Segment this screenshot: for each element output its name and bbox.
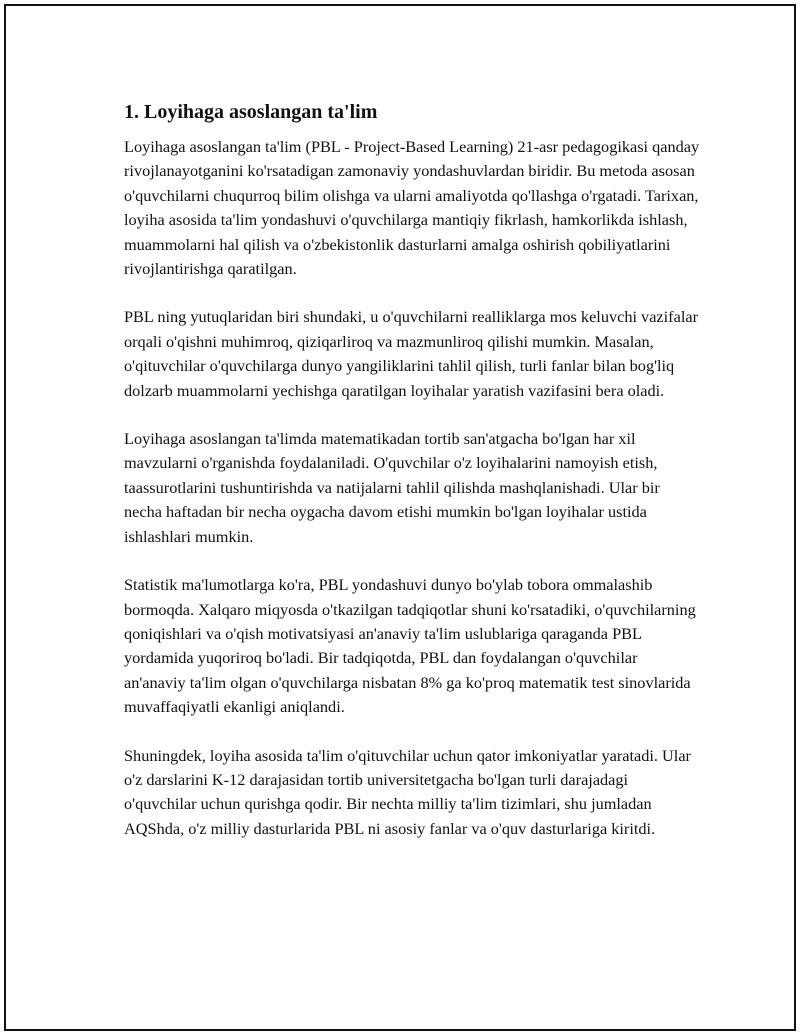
section-heading: 1. Loyihaga asoslangan ta'lim [124, 101, 378, 123]
page-frame [4, 4, 796, 1031]
paragraph-intro: Loyihaga asoslangan ta'lim (PBL - Project-Based Learning) 21-asr pedagogikasi qanday rivojlanayotganini ko'rsatadigan zamonaviy yondashuvlardan biridir. Bu metoda asosan o'quvchilarni chuqurroq bilim olishga va ularni amaliyotda qo'llashga o'rgatadi. Tarixan, loyiha asosida ta'lim yondashuvi o'quvchilarga mantiqiy fikrlash, hamkorlikda ishlash, muammolarni hal qilish va o'zbekistonlik dasturlarni amalga oshirish qobiliyatlarini rivojlantirishga qaratilgan. [124, 137, 700, 279]
paragraph-opportunities: Shuningdek, loyiha asosida ta'lim o'qituvchilar uchun qator imkoniyatlar yaratadi. Ular o'z darslarini K-12 darajasidan tortib universitetgacha bo'lgan turli darajadagi o'quvchilar uchun qurishga qodir. Bir nechta milliy ta'lim tizimlari, shu jumladan AQShda, o'z milliy dasturlarida PBL ni asosiy fanlar va o'quv dasturlariga kiritdi. [124, 745, 691, 838]
paragraph-subjects: Loyihaga asoslangan ta'limda matematikadan tortib san'atgacha bo'lgan har xil mavzularni o'rganishda foydalaniladi. O'quvchilar o'z loyihalarini namoyish etish, taassurotlarini tushuntirishda va natijalarni tahlil qilishda mashqlanishadi. Ular bir necha haftadan bir necha oygacha davom etishi mumkin bo'lgan loyihalar ustida ishlashlari mumkin. [124, 429, 660, 546]
paragraph-statistics: Statistik ma'lumotlarga ko'ra, PBL yondashuvi dunyo bo'ylab tobora ommalashib bormoqda. Xalqaro miqyosda o'tkazilgan tadqiqotlar shuni ko'rsatadiki, o'quvchilarning qoniqishlari va o'qish motivatsiyasi an'anaviy ta'lim uslublariga qaraganda PBL yordamida yuqoriroq bo'ladi. Bir tadqiqotda, PBL dan foydalangan o'quvchilar an'anaviy ta'lim olgan o'quvchilarga nisbatan 8% ga ko'proq matematik test sinovlarida muvaffaqiyatli ekanligi aniqlandi. [124, 575, 696, 717]
document-body [120, 99, 700, 865]
paragraph-advantages: PBL ning yutuqlaridan biri shundaki, u o'quvchilarni realliklarga mos keluvchi vazifalar orqali o'qishni muhimroq, qiziqarliroq va mazmunliroq qilishi mumkin. Masalan, o'qituvchilar o'quvchilarga dunyo yangiliklarini tahlil qilish, turli fanlar bilan bog'liq dolzarb muammolarni yechishga qaratilgan loyihalar yaratish vazifasini bera oladi. [124, 307, 698, 400]
